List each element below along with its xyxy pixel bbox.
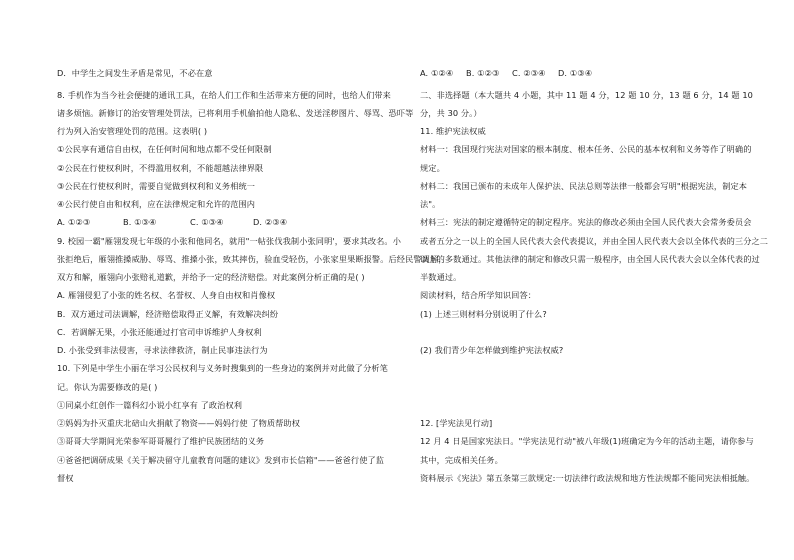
q10-option-d: D. ①③④ — [558, 68, 593, 78]
q10-option-b: B. ①②③ — [466, 68, 500, 78]
q10-continuation: 督权 — [57, 473, 74, 483]
q8-option-c: C. ①③④ — [190, 217, 224, 227]
q8-statement-2: ②公民在行使权利时，不得滥用权利，不能超越法律界限 — [57, 163, 264, 173]
q11-material3-line-3: 以上的多数通过。其他法律的制定和修改只需一般程序，由全国人民代表大会以全体代表的过 — [420, 254, 760, 264]
q8-option-d: D. ②③④ — [253, 217, 288, 227]
q11-material3-line-1: 材料三：宪法的制定遵循特定的制定程序。宪法的修改必须由全国人民代表大会常务委员会 — [420, 217, 752, 227]
q10-statement-2: ②妈妈为扑灭重庆北碚山火捐献了物资——妈妈行使 了物质帮助权 — [57, 418, 301, 428]
q9-stem-line-3: 双方和解，雁翎向小张赔礼道歉，并给予一定的经济赔偿。对此案例分析正确的是( ) — [57, 272, 365, 282]
q11-material1-line-2: 规定。 — [420, 163, 445, 173]
q8-stem-line-3: 行为列入治安管理处罚的范围。这表明( ) — [57, 126, 208, 136]
q12-intro-line-1: 12 月 4 日是国家宪法日。"学宪法见行动"被八年级(1)班确定为今年的活动主题，请你参与 — [420, 436, 754, 446]
q8-statement-1: ①公民享有通信自由权，在任何时间和地点都不受任何限制 — [57, 144, 272, 154]
q12-intro-line-2: 其中，完成相关任务。 — [420, 455, 503, 465]
q11-material3-line-4: 半数通过。 — [420, 272, 462, 282]
section-two-heading-line-2: 分，共 30 分。） — [420, 108, 482, 118]
q11-material2-line-2: 法"。 — [420, 199, 441, 209]
q10-stem-line-1: 10. 下列是中学生小丽在学习公民权利与义务时搜集到的一些身边的案例并对此做了分析笔 — [57, 363, 388, 373]
q11-sub-question-1: (1) 上述三则材料分别说明了什么? — [420, 309, 547, 319]
q7-option-d: D．中学生之间发生矛盾是常见，不必在意 — [57, 68, 213, 78]
q11-title: 11. 维护宪法权威 — [420, 126, 486, 136]
q11-prompt: 阅读材料，结合所学知识回答： — [420, 290, 537, 300]
q8-stem-line-2: 诸多烦恼。新修订的治安管理处罚法，已将利用手机偷拍他人隐私、发送淫秽图片、辱骂、恐吓等 — [57, 108, 414, 118]
q10-stem-line-2: 记。你认为需要修改的是( ) — [57, 382, 158, 392]
q8-statement-4: ④公民行使自由和权利，应在法律规定和允许的范围内 — [57, 199, 256, 209]
q8-option-b: B. ①③④ — [123, 217, 157, 227]
q12-title: 12. [学宪法见行动] — [420, 418, 493, 428]
q9-option-b: B．双方通过司法调解，经济赔偿取得正义解，有效解决纠纷 — [57, 309, 279, 319]
q9-option-d: D. 小张受到非法侵害，寻求法律救济，制止民事违法行为 — [57, 345, 268, 355]
q10-statement-3: ③哥哥大学期间光荣参军哥哥履行了维护民族团结的义务 — [57, 436, 265, 446]
q9-option-c: C．若调解无果，小张还能通过打官司申诉维护人身权利 — [57, 327, 262, 337]
section-two-heading-line-1: 二、非选择题（本大题共 4 小题，其中 11 题 4 分，12 题 10 分，13 题 6 分，14 题 10 — [420, 90, 753, 100]
q12-material: 资料展示《宪法》第五条第三款规定:一切法律行政法规和地方性法规都不能同宪法相抵触。 — [420, 473, 755, 483]
q10-option-a: A. ①②④ — [420, 68, 454, 78]
q10-statement-1: ①同桌小红创作一篇科幻小说小红享有 了政治权利 — [57, 400, 243, 410]
q11-sub-question-2: (2) 我们青少年怎样做到维护宪法权威? — [420, 345, 564, 355]
q8-option-a: A. ①②③ — [57, 217, 91, 227]
q8-statement-3: ③公民在行使权利时，需要自觉做到权利和义务相统一 — [57, 181, 256, 191]
q9-stem-line-1: 9. 校园一霸"雁翎发现七年级的小张和他同名，就用"一帖张伐我制小张同明'，要求其改名。小 — [57, 236, 402, 246]
q11-material3-line-2: 或者五分之一以上的全国人民代表大会代表提议，并由全国人民代表大会以全体代表的三分之二 — [420, 236, 769, 246]
q10-statement-4: ④爸爸把调研成果《关于解决留守儿童教育问题的建议》发到市长信箱"——爸爸行使了监 — [57, 455, 385, 465]
q10-option-c: C. ②③④ — [512, 68, 546, 78]
q9-stem-line-2: 张拒绝后，雁翎推搡威胁、辱骂、推搡小张，致其摔伤，验血受轻伤，小张家里果断报警。后经民警调解， — [57, 254, 447, 264]
q9-option-a: A. 雁翎侵犯了小张的姓名权、名誉权、人身自由权和肖像权 — [57, 290, 276, 300]
q8-stem-line-1: 8. 手机作为当今社会便捷的通讯工具，在给人们工作和生活带来方便的同时，也给人们带来 — [57, 90, 391, 100]
q11-material2-line-1: 材料二：我国已颁布的未成年人保护法、民法总则等法律一般都会写明"根据宪法，制定本 — [420, 181, 748, 191]
q11-material1-line-1: 材料一：我国现行宪法对国家的根本制度、根本任务、公民的基本权利和义务等作了明确的 — [420, 144, 752, 154]
